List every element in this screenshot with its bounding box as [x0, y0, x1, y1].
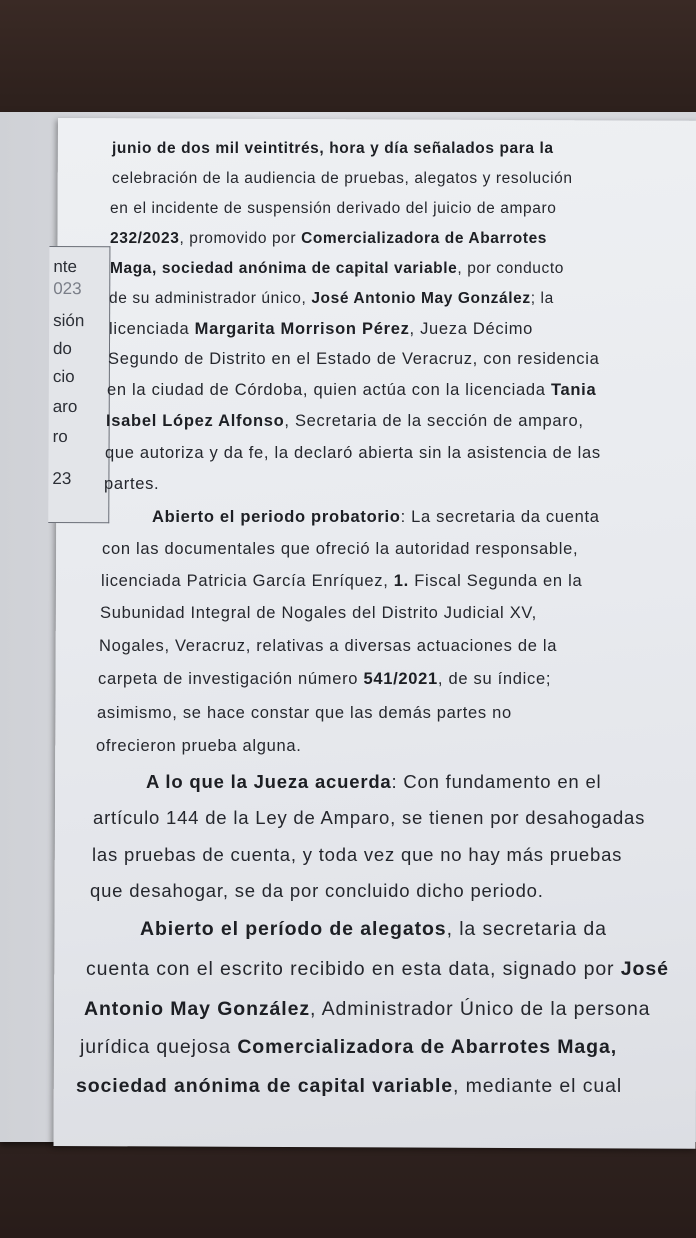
text-line: Nogales, Veracruz, relativas a diversas actuaciones de la	[99, 637, 558, 655]
text-line: Abierto el período de alegatos, la secretaria da	[140, 918, 607, 940]
text-line: en la ciudad de Córdoba, quien actúa con la licenciada Tania	[107, 381, 597, 399]
margin-line: do	[52, 338, 72, 359]
text-line: que autoriza y da fe, la declaró abierta sin la asistencia de las	[105, 444, 601, 462]
text-line: que desahogar, se da por concluido dicho periodo.	[90, 880, 544, 901]
text-line: ofrecieron prueba alguna.	[96, 737, 302, 755]
text-line: licenciada Patricia García Enríquez, 1. Fiscal Segunda en la	[101, 572, 583, 590]
margin-line: sión	[53, 310, 85, 331]
margin-line: nte	[53, 256, 78, 277]
margin-stamp-box	[48, 246, 110, 523]
text-line: Segundo de Distrito en el Estado de Veracruz, con residencia	[108, 350, 600, 368]
text-line: jurídica quejosa Comercializadora de Abarrotes Maga,	[80, 1036, 618, 1058]
text-line: de su administrador único, José Antonio May González; la	[109, 290, 554, 307]
text-line: licenciada Margarita Morrison Pérez, Jueza Décimo	[109, 320, 534, 338]
margin-line: 23	[52, 468, 72, 489]
text-line: Subunidad Integral de Nogales del Distrito Judicial XV,	[100, 604, 537, 622]
text-line: en el incidente de suspensión derivado del juicio de amparo	[110, 200, 557, 217]
text-line: partes.	[104, 475, 160, 493]
text-line: con las documentales que ofreció la autoridad responsable,	[102, 540, 579, 558]
text-line: carpeta de investigación número 541/2021, de su índice;	[98, 670, 552, 688]
text-line: Abierto el periodo probatorio: La secretaria da cuenta	[152, 508, 600, 526]
text-line: Isabel López Alfonso, Secretaria de la sección de amparo,	[106, 412, 584, 430]
margin-line: ro	[52, 426, 68, 447]
text-line: cuenta con el escrito recibido en esta data, signado por José	[86, 958, 669, 980]
margin-line: aro	[52, 396, 78, 417]
text-line: celebración de la audiencia de pruebas, alegatos y resolución	[112, 170, 573, 187]
text-line: junio de dos mil veintitrés, hora y día señalados para la	[112, 140, 554, 157]
text-line: asimismo, se hace constar que las demás partes no	[97, 704, 512, 722]
text-line: artículo 144 de la Ley de Amparo, se tienen por desahogadas	[93, 807, 646, 828]
text-line: las pruebas de cuenta, y toda vez que no hay más pruebas	[92, 844, 623, 865]
text-line: Maga, sociedad anónima de capital variable, por conducto	[110, 260, 565, 277]
text-line: sociedad anónima de capital variable, mediante el cual	[76, 1075, 623, 1097]
text-line: A lo que la Jueza acuerda: Con fundamento en el	[146, 771, 602, 792]
text-line: 232/2023, promovido por Comercializadora de Abarrotes	[110, 230, 548, 247]
margin-line: cio	[52, 366, 75, 387]
margin-line: 023	[53, 278, 82, 299]
text-line: Antonio May González, Administrador Único de la persona	[84, 998, 651, 1020]
